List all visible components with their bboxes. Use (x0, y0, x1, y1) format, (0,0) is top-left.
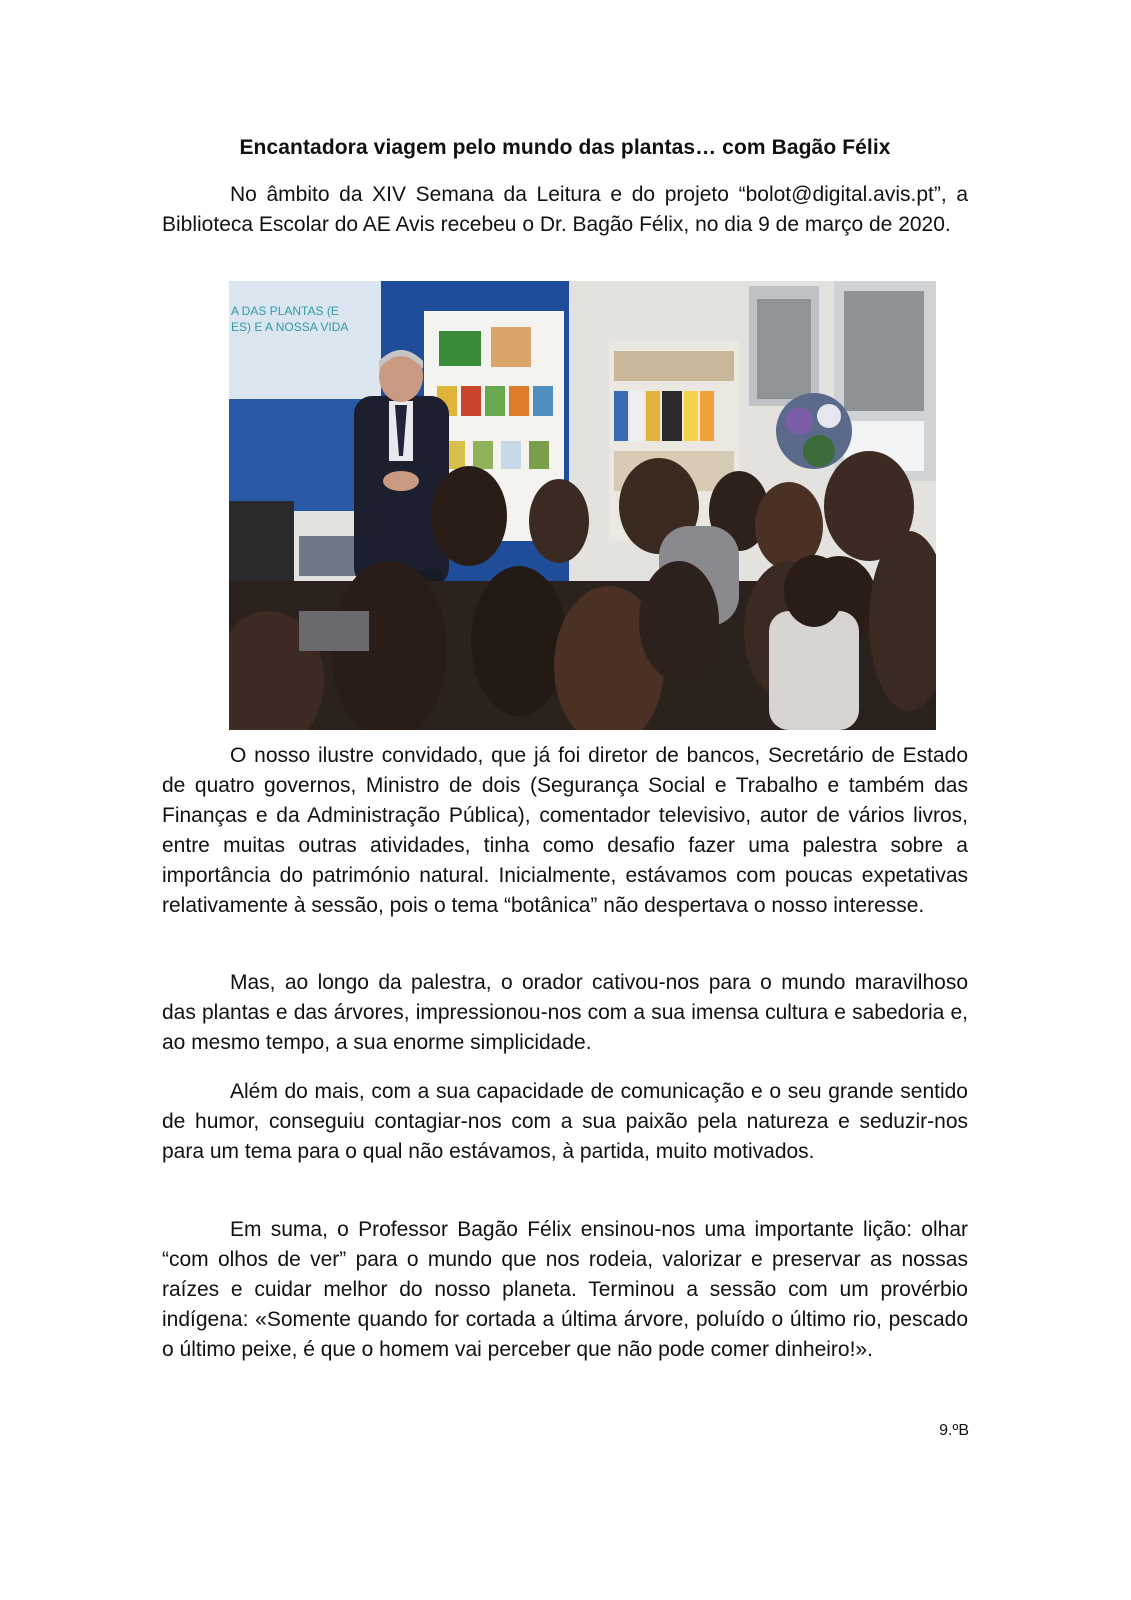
paragraph-talk: Mas, ao longo da palestra, o orador cativou-nos para o mundo maravilhoso das plantas e das árvores, impressionou-nos com a sua imensa cultura e sabedoria e, ao mesmo tempo, a sua enorme simplicidade. (162, 971, 968, 1054)
class-signature: 9.ºB (939, 1422, 969, 1439)
projection-text-1: A DAS PLANTAS (E (231, 304, 339, 318)
projection-text-2: ES) E A NOSSA VIDA (231, 320, 349, 334)
paragraph-intro: No âmbito da XIV Semana da Leitura e do projeto “bolot@digital.avis.pt”, a Biblioteca Escolar do AE Avis recebeu o Dr. Bagão Félix, no dia 9 de março de 2020. (162, 183, 968, 236)
event-photo (229, 281, 936, 730)
projection-screen (229, 281, 381, 399)
paragraph-guest: O nosso ilustre convidado, que já foi diretor de bancos, Secretário de Estado de quatro governos, Ministro de dois (Segurança Social e Trabalho e também das Finanças e da Administração Pública), comentador televisivo, autor de vários livros, entre muitas outras atividades, tinha como desafio fazer uma palestra sobre a importância do património natural. Inicialmente, estávamos com poucas expetativas relativamente à sessão, pois o tema “botânica” não despertava o nosso interesse. (162, 744, 968, 917)
paragraph-conclusion: Em suma, o Professor Bagão Félix ensinou-nos uma importante lição: olhar “com olhos de ver” para o mundo que nos rodeia, valorizar e preservar as nossas raízes e cuidar melhor do nosso planeta. Terminou a sessão com um provérbio indígena: «Somente quando for cortada a última árvore, poluído o último rio, pescado o último peixe, é que o homem vai perceber que não pode comer dinheiro!». (162, 1218, 968, 1361)
paragraph-humor: Além do mais, com a sua capacidade de comunicação e o seu grande sentido de humor, conseguiu contagiar-nos com a sua paixão pela natureza e seduzir-nos para um tema para o qual não estávamos, à partida, muito motivados. (162, 1080, 968, 1163)
article-title: Encantadora viagem pelo mundo das plantas… com Bagão Félix (239, 136, 891, 159)
